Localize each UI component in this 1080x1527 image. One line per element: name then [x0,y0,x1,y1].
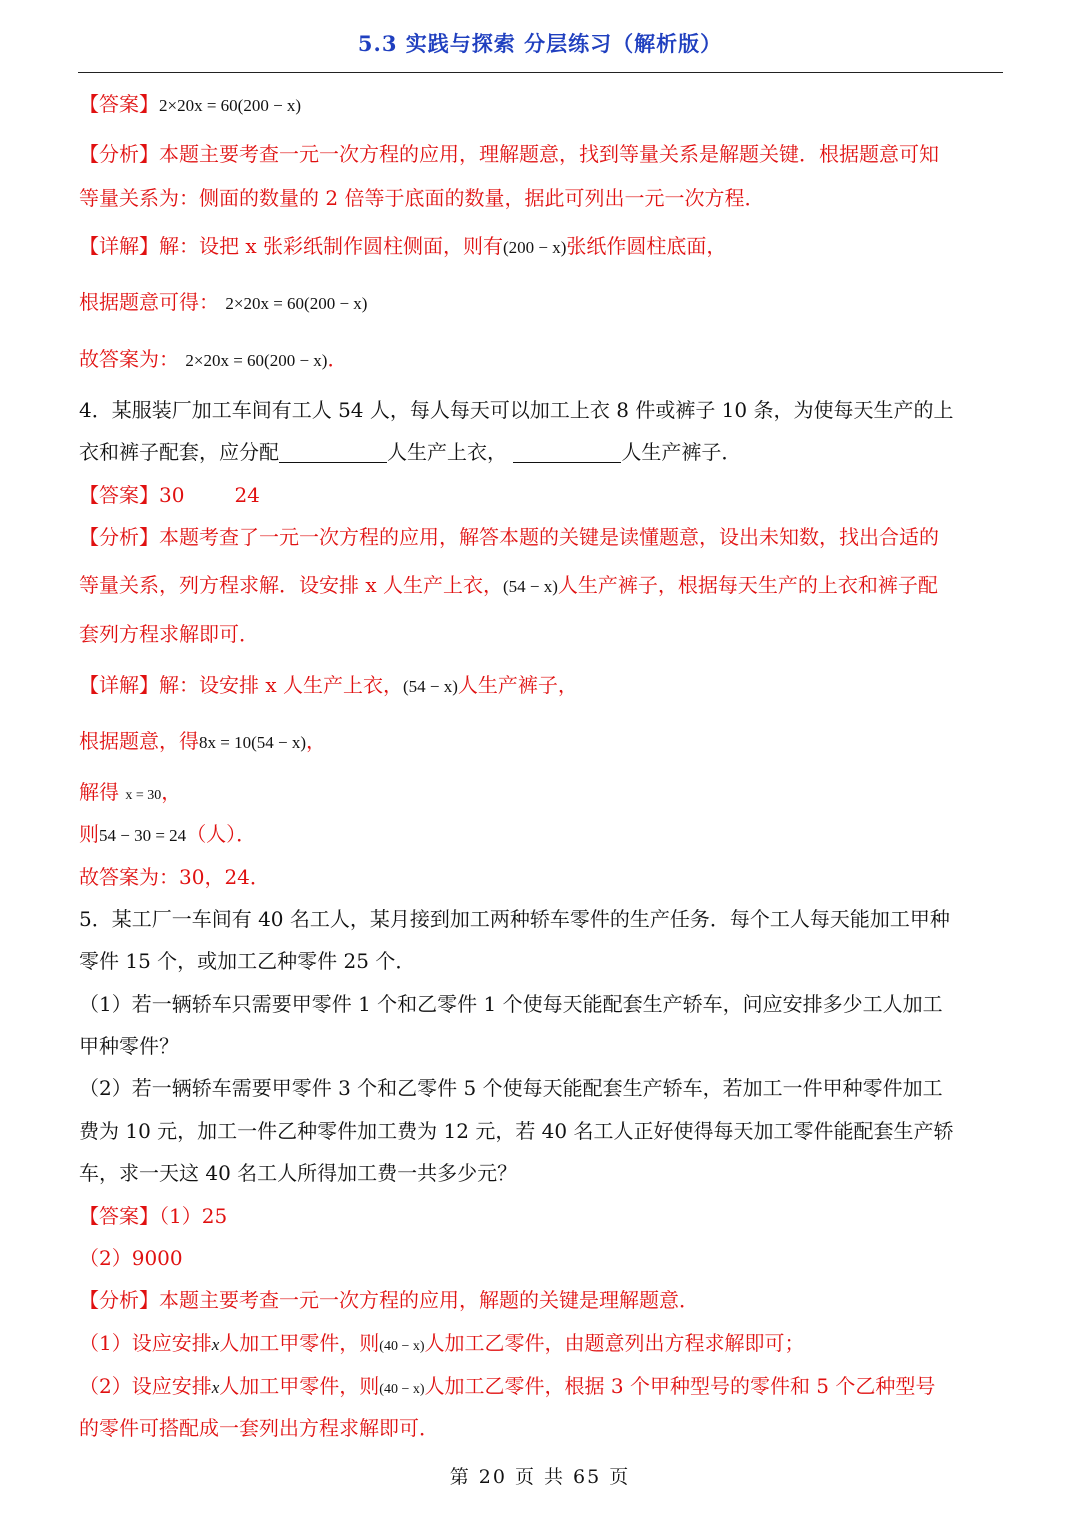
q3-detail [79,234,726,260]
q5-analysis [79,1288,699,1312]
analysis-text: 人加工甲零件，则 [219,1331,380,1355]
step-end: ， [161,780,182,804]
q3-step-1 [79,290,367,316]
analysis-text: 人生产裤子，根据每天生产的上衣和裤子配 [557,573,938,597]
step-text: 解得 [79,780,119,804]
analysis-equation: (40 − x) [379,1339,425,1354]
stem-text: 人生产裤子． [621,440,742,464]
q5-part2-line-2: 费为 10 元，加工一件乙种零件加工费为 12 元，若 40 名工人正好使得每天加工零件能配套生产轿 [79,1119,954,1143]
variable-x: x [211,1335,220,1354]
analysis-text: 本题主要考查一元一次方程的应用，解题的关键是理解题意． [159,1288,699,1312]
answer-blank-2 [513,442,621,463]
detail-text: 解：设安排 x 人生产上衣， [159,673,403,697]
answer-tag: 【答案】 [79,92,159,116]
step-end: （人）． [186,822,257,846]
analysis-text: 本题考查了一元一次方程的应用，解答本题的关键是读懂题意，设出未知数，找出合适的 [159,525,939,549]
q4-stem-line-2 [79,440,741,464]
answer-blank-1 [279,442,387,463]
page-footer-number: 第 20 页 共 65 页 [449,1466,631,1488]
step-equation: 2×20x = 60(200 − x) [225,294,368,313]
q4-step-1 [79,729,326,755]
detail-text-end: 张纸作圆柱底面， [566,234,727,258]
page-header-title: 5.3 实践与探索 分层练习（解析版） [357,31,723,56]
step-text: 根据题意，得 [79,729,199,753]
answer-tag: 【答案】 [79,483,159,507]
stem-text: 人生产上衣， [387,440,507,464]
detail-equation: (54 − x) [403,677,458,696]
step-end: ， [306,729,326,753]
final-equation: 2×20x = 60(200 − x) [185,351,328,370]
q4-step-2 [79,780,181,808]
q4-stem-line-1: 4．某服装厂加工车间有工人 54 人，每人每天可以加工上衣 8 件或裤子 10 条，为使每天生产的上 [79,398,954,422]
stem-text: 衣和裤子配套，应分配 [79,440,279,464]
final-text: 故答案为： [79,347,179,371]
analysis-tag: 【分析】 [79,1288,159,1312]
analysis-tag: 【分析】 [79,525,159,549]
answer-value-1: 30 [159,483,185,507]
analysis-equation: (40 − x) [379,1382,425,1397]
step-equation: 54 − 30 = 24 [99,826,187,845]
step-equation: 8x = 10(54 − x) [199,733,306,752]
q5-analysis-part-2-line-1 [79,1374,935,1402]
q4-final: 故答案为：30，24． [79,865,270,889]
q5-stem-line-1: 5．某工厂一车间有 40 名工人，某月接到加工两种轿车零件的生产任务．每个工人每天能加工甲种 [79,907,950,931]
detail-equation: (200 − x) [503,238,567,257]
q5-analysis-part-2-line-2: 的零件可搭配成一套列出方程求解即可． [79,1416,439,1440]
analysis-tag: 【分析】 [79,142,159,166]
detail-text: 解：设把 x 张彩纸制作圆柱侧面，则有 [159,234,503,258]
q5-stem-line-2: 零件 15 个，或加工乙种零件 25 个． [79,949,416,973]
detail-tag: 【详解】 [79,234,159,258]
q5-part1-line-1: （1）若一辆轿车只需要甲零件 1 个和乙零件 1 个使每天能配套生产轿车，问应安排多少工人加工 [79,992,943,1016]
q5-answer-line-2: （2）9000 [79,1246,183,1270]
analysis-text: 人加工乙零件，根据 3 个甲种型号的零件和 5 个乙种型号 [424,1374,936,1398]
q3-analysis-line-1 [79,142,939,166]
q4-answer [79,483,260,507]
q5-part1-line-2: 甲种零件？ [79,1034,179,1058]
step-equation: x = 30 [125,788,162,803]
q5-part2-line-1: （2）若一辆轿车需要甲零件 3 个和乙零件 5 个使每天能配套生产轿车，若加工一件甲种零件加工 [79,1076,943,1100]
analysis-text: （2）设应安排 [79,1374,212,1398]
header-divider [78,72,1003,73]
analysis-text: 人加工甲零件，则 [219,1374,380,1398]
analysis-text: （1）设应安排 [79,1331,212,1355]
analysis-text: 人加工乙零件，由题意列出方程求解即可； [424,1331,805,1355]
step-text: 则 [79,822,99,846]
final-end: ． [327,347,348,371]
q5-part2-line-3: 车，求一天这 40 名工人所得加工费一共多少元？ [79,1161,518,1185]
detail-text-end: 人生产裤子， [457,673,578,697]
analysis-equation: (54 − x) [503,577,558,596]
answer-equation: 2×20x = 60(200 − x) [159,96,302,115]
q5-analysis-part-1 [79,1331,805,1359]
q4-detail [79,673,578,699]
q5-answer-line-1 [79,1204,227,1228]
q4-analysis-line-3: 套列方程求解即可． [79,622,259,646]
answer-value-2: 24 [234,483,260,507]
variable-x: x [211,1378,220,1397]
answer-tag: 【答案】 [79,1204,159,1228]
analysis-text: 本题主要考查一元一次方程的应用，理解题意，找到等量关系是解题关键．根据题意可知 [159,142,939,166]
q4-analysis-line-1 [79,525,939,549]
step-text: 根据题意可得： [79,290,219,314]
answer-value-1: （1）25 [159,1204,228,1228]
detail-tag: 【详解】 [79,673,159,697]
q4-step-3 [79,822,256,848]
q3-final [79,347,347,373]
q3-answer [79,92,301,118]
q3-analysis-line-2: 等量关系为：侧面的数量的 2 倍等于底面的数量，据此可列出一元一次方程． [79,186,765,210]
analysis-text: 等量关系，列方程求解．设安排 x 人生产上衣， [79,573,503,597]
q4-analysis-line-2 [79,573,938,599]
